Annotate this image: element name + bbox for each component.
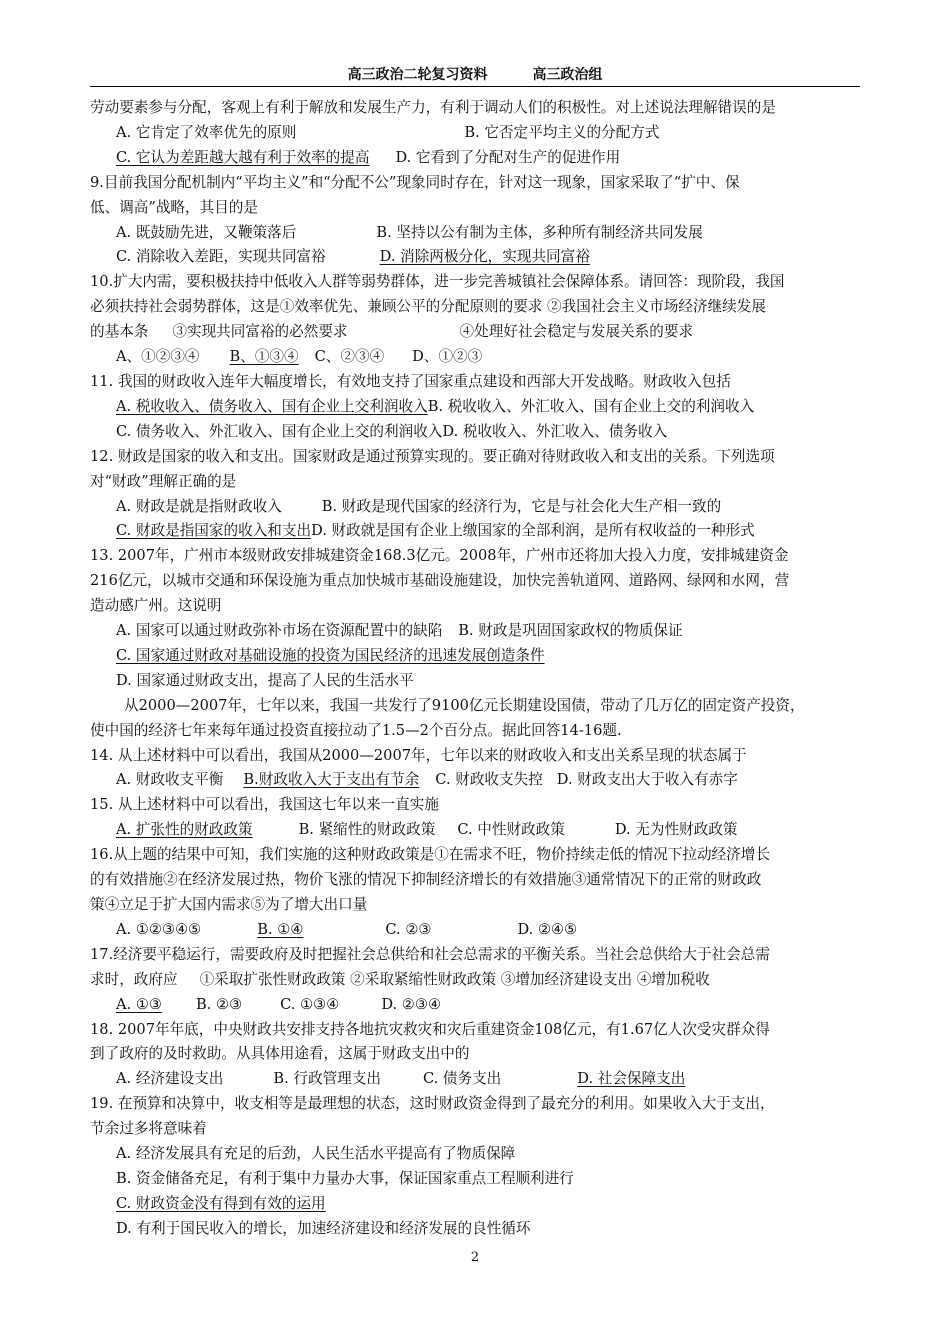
question-12: 12. 财政是国家的收入和支出。国家财政是通过预算实现的。要正确对待财政收入和支出的关系。下列选项 [90, 447, 775, 465]
option-c: C、②③④ [314, 348, 385, 366]
option-row [90, 121, 860, 146]
question-16: 16.从上题的结果中可知，我们实施的这种财政政策是①在需求不旺，物价持续走低的情况下拉动经济增长 [90, 846, 770, 864]
option-a: A. 财政收支平衡 [116, 771, 224, 789]
option-row [90, 993, 860, 1018]
option-b: B. 紧缩性的财政政策 [298, 821, 436, 839]
option-row [90, 146, 860, 171]
option-row [90, 644, 860, 669]
option-d: D. 财政就是国有企业上缴国家的全部利润，是所有权收益的一种形式 [311, 522, 755, 540]
option-row [90, 918, 860, 943]
option-row [90, 245, 860, 270]
option-b: B. 财政是巩固国家政权的物质保证 [458, 622, 683, 640]
option-b: B. 它否定平均主义的分配方式 [464, 123, 660, 141]
option-c: C. 债务支出 [422, 1070, 502, 1088]
option-a: A. 既鼓励先进，又鞭策落后 [116, 223, 297, 241]
option-a-answer: A. 税收收入、债务收入、国有企业上交利润收入 [116, 397, 428, 415]
option-c-answer: C. 国家通过财政对基础设施的投资为国民经济的迅速发展创造条件 [116, 646, 545, 664]
text-fragment: ③实现共同富裕的必然要求 [172, 323, 348, 341]
page-header [90, 64, 860, 87]
text-fragment: 的基本条 [90, 323, 149, 341]
material-paragraph: 从2000—2007年，七年以来，我国一共发行了9100亿元长期建设国债，带动了几万亿的固定资产投资， [124, 696, 805, 714]
option-d: D. 无为性财政政策 [614, 821, 738, 839]
text-line: 劳动要素参与分配，客观上有利于解放和发展生产力，有利于调动人们的积极性。对上述说法理解错误的是 [90, 99, 776, 116]
text-fragment: 求时，政府应 [90, 970, 178, 988]
text-fragment: ①采取扩张性财政政策 ②采取紧缩性财政政策 ③增加经济建设支出 ④增加税收 [199, 970, 710, 988]
option-c: C. 债务收入、外汇收入、国有企业上交的利润收入 [116, 422, 443, 440]
text-line: 216亿元，以城市交通和环保设施为重点加快城市基础设施建设，加快完善轨道网、道路网、绿网和水网，营 [90, 572, 790, 590]
header-group: 高三政治组 [532, 67, 603, 83]
text-line [90, 968, 860, 993]
option-b-answer: B.财政收入大于支出有节余 [243, 771, 420, 789]
option-b-answer: B、①③④ [229, 348, 299, 366]
option-a-answer: A. ①③ [116, 995, 162, 1013]
option-a: A. 经济发展具有充足的后劲，人民生活水平提高有了物质保障 [116, 1145, 516, 1163]
option-row [90, 495, 860, 520]
question-10: 10.扩大内需，要积极扶持中低收入人群等弱势群体，进一步完善城镇社会保障体系。请回答：现阶段，我国 [90, 273, 785, 291]
text-line: 必须扶持社会弱势群体，这是①效率优先、兼顾公平的分配原则的要求 ②我国社会主义市场经济继续发展 [90, 298, 766, 316]
text-line: 对“财政”理解正确的是 [90, 472, 237, 490]
text-line: 节余过多将意味着 [90, 1120, 207, 1138]
question-15: 15. 从上述材料中可以看出，我国这七年以来一直实施 [90, 796, 439, 814]
option-d: D. 它看到了分配对生产的促进作用 [395, 148, 621, 166]
option-d: D. 财政支出大于收入有赤字 [556, 771, 738, 789]
question-17: 17.经济要平稳运行，需要政府及时把握社会总供给和社会总需求的平衡关系。当社会总供给大于社会总需 [90, 945, 770, 963]
option-b: B. 行政管理支出 [273, 1070, 381, 1088]
option-d-answer: D. 社会保障支出 [577, 1070, 686, 1088]
text-line: 造动感广州。这说明 [90, 597, 222, 615]
option-d-answer: D. 消除两极分化，实现共同富裕 [379, 248, 590, 266]
question-19: 19. 在预算和决算中，收支相等是最理想的状态，这时财政资金得到了最充分的利用。如果收入大于支出， [90, 1095, 775, 1113]
option-a-answer: A. 扩张性的财政政策 [116, 821, 253, 839]
option-c: C. ①③④ [280, 995, 340, 1013]
option-c: C. 中性财政政策 [457, 821, 565, 839]
text-fragment: ④处理好社会稳定与发展关系的要求 [459, 323, 694, 341]
option-b: B. 税收收入、外汇收入、国有企业上交的利润收入 [427, 397, 755, 415]
text-line: 低、调高”战略，其目的是 [90, 198, 258, 216]
option-c: C. 消除收入差距，实现共同富裕 [116, 248, 326, 266]
option-d: D. ②④⑤ [517, 920, 578, 938]
option-row [90, 669, 860, 694]
option-c-answer: C. 它认为差距越大越有利于效率的提高 [116, 148, 370, 166]
option-c-answer: C. 财政是指国家的收入和支出 [116, 522, 312, 540]
option-a: A. 它肯定了效率优先的原则 [116, 123, 297, 141]
page-number: 2 [470, 1250, 480, 1265]
text-line: 到了政府的及时救助。从具体用途看，这属于财政支出中的 [90, 1045, 470, 1063]
option-b-answer: B. ①④ [257, 920, 304, 938]
option-a: A. ①②③④⑤ [116, 920, 202, 938]
option-row [90, 221, 860, 246]
question-11: 11. 我国的财政收入连年大幅度增长，有效地支持了国家重点建设和西部大开发战略。财政收入包括 [90, 372, 731, 390]
option-b: B. ②③ [195, 995, 243, 1013]
question-14: 14. 从上述材料中可以看出，我国从2000—2007年，七年以来的财政收入和支出关系呈现的状态属于 [90, 746, 747, 764]
question-18: 18. 2007年年底，中央财政共安排支持各地抗灾救灾和灾后重建资金108亿元，有1.67亿人次受灾群众得 [90, 1020, 770, 1038]
option-b: B. 坚持以公有制为主体，多种所有制经济共同发展 [376, 223, 703, 241]
option-row [90, 420, 860, 445]
option-d: D. 国家通过财政支出，提高了人民的生活水平 [116, 671, 414, 689]
option-c: C. ②③ [385, 920, 432, 938]
text-line: 使中国的经济七年来每年通过投资直接拉动了1.5—2个百分点。据此回答14-16题. [90, 721, 622, 739]
text-line: 策④立足于扩大国内需求⑤为了增大出口量 [90, 896, 368, 913]
option-d: D. 税收收入、外汇收入、债务收入 [442, 422, 668, 440]
option-c-answer [90, 1192, 860, 1217]
option-row [90, 768, 860, 793]
option-d: D. ②③④ [381, 995, 442, 1013]
option-a: A. 国家可以通过财政弥补市场在资源配置中的缺陷 [116, 622, 443, 640]
answer-text: C. 财政资金没有得到有效的运用 [116, 1194, 326, 1212]
document-body [90, 96, 860, 1242]
option-a: A. 经济建设支出 [116, 1070, 224, 1088]
question-9: 9.目前我国分配机制内“平均主义”和“分配不公”现象同时存在，针对这一现象，国家采取了“扩中、保 [90, 173, 740, 191]
option-row [90, 519, 860, 544]
option-a: A、①②③④ [116, 348, 200, 366]
question-13: 13. 2007年，广州市本级财政安排城建资金168.3亿元。2008年，广州市还将加大投入力度，安排城建资金 [90, 547, 789, 565]
option-row [90, 395, 860, 420]
header-title: 高三政治二轮复习资料 [347, 67, 488, 83]
option-b: B. 资金储备充足，有利于集中力量办大事，保证国家重点工程顺利进行 [116, 1169, 574, 1187]
option-a: A. 财政是就是指财政收入 [116, 497, 282, 515]
option-d: D. 有利于国民收入的增长，加速经济建设和经济发展的良性循环 [116, 1219, 531, 1237]
text-line: 的有效措施②在经济发展过热，物价飞涨的情况下抑制经济增长的有效措施③通常情况下的正常的财政政 [90, 871, 762, 889]
option-row [90, 345, 860, 370]
option-b: B. 财政是现代国家的经济行为，它是与社会化大生产相一致的 [321, 497, 722, 515]
option-row [90, 818, 860, 843]
option-c: C. 财政收支失控 [435, 771, 543, 789]
option-d: D、①②③ [412, 348, 483, 366]
option-row [90, 1067, 860, 1092]
text-line [90, 320, 860, 345]
option-row [90, 619, 860, 644]
